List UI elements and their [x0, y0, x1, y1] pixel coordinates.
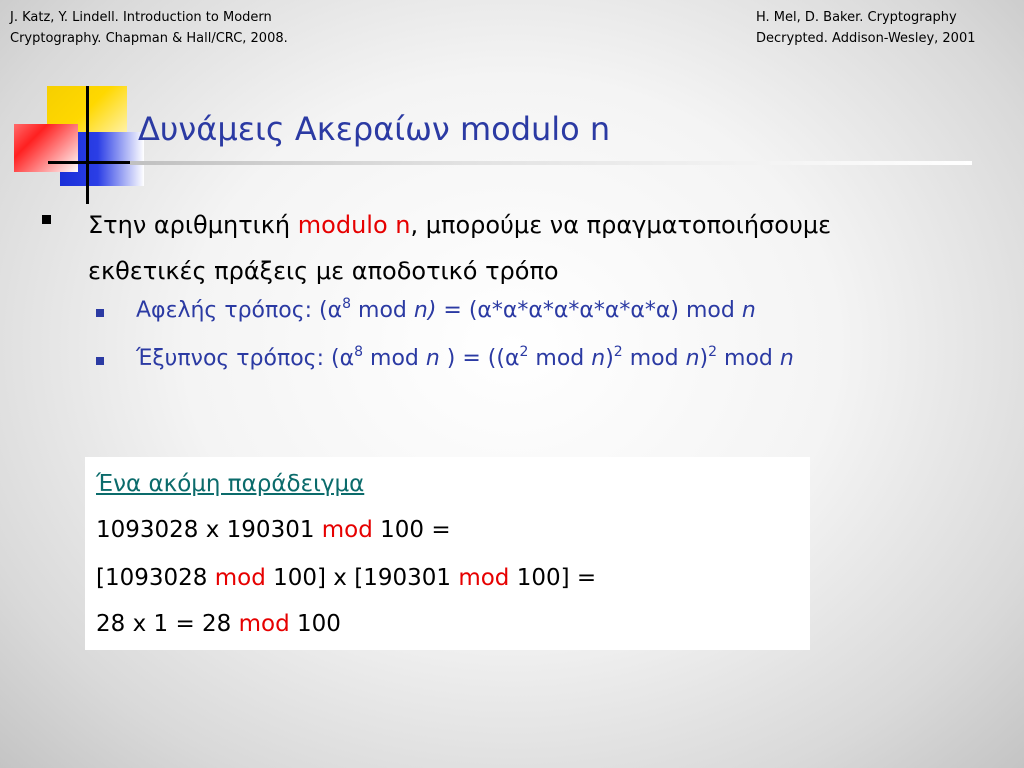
mod-keyword: mod	[214, 565, 266, 591]
main-bullet-line-2: εκθετικές πράξεις με αποδοτικό τρόπο	[88, 257, 559, 285]
italic-n: n	[685, 346, 700, 371]
bullet-square-icon	[96, 357, 104, 365]
text-run: )	[699, 346, 709, 371]
example-line-2	[96, 565, 596, 591]
bullet-square-icon	[42, 215, 51, 224]
example-line-3	[96, 611, 341, 637]
reference-mel-baker	[756, 7, 975, 49]
reference-line: H. Mel, D. Baker. Cryptography	[756, 10, 957, 25]
sub-bullet-naive-text	[136, 298, 756, 323]
example-box	[85, 457, 810, 650]
text-run: 100	[289, 611, 341, 637]
text-run: Αφελής τρόπος: (α	[136, 298, 343, 323]
text-run: Έξυπνος τρόπος: (α	[136, 346, 355, 371]
italic-n: n	[741, 298, 756, 323]
text-run: mod	[717, 346, 780, 371]
text-run: 1093028 x 190301	[96, 517, 322, 543]
text-run: ) = ((α	[439, 346, 520, 371]
italic-n: n)	[413, 298, 437, 323]
italic-n: n	[591, 346, 606, 371]
reference-line: Decrypted. Addison-Wesley, 2001	[756, 31, 976, 46]
reference-line: J. Katz, Y. Lindell. Introduction to Modern	[10, 10, 272, 25]
main-bullet-line-1	[88, 202, 928, 248]
text-run: [1093028	[96, 565, 215, 591]
mod-keyword: mod	[458, 565, 510, 591]
text-run: mod	[528, 346, 592, 371]
text-run: mod	[622, 346, 686, 371]
exponent: 8	[342, 296, 352, 312]
exponent: 2	[708, 344, 718, 360]
italic-n: n	[779, 346, 794, 371]
mod-keyword: mod	[321, 517, 373, 543]
bullet-square-icon	[96, 309, 104, 317]
text-run: )	[605, 346, 614, 371]
text-run: 100] =	[509, 565, 597, 591]
vertical-rule	[86, 86, 89, 204]
text-run: mod	[363, 346, 426, 371]
text-run: , μπορούμε να πραγματοποιήσουμε	[410, 211, 832, 239]
exponent: 8	[354, 344, 364, 360]
decorative-squares-logo	[0, 0, 160, 210]
example-heading: Ένα ακόμη παράδειγμα	[96, 471, 365, 497]
text-run: = (α*α*α*α*α*α*α*α) mod	[436, 298, 742, 323]
text-run: mod	[351, 298, 414, 323]
exponent: 2	[519, 344, 529, 360]
highlight-modulo-n: modulo n	[297, 211, 411, 239]
mod-keyword: mod	[238, 611, 290, 637]
reference-line: Cryptography. Chapman & Hall/CRC, 2008.	[10, 31, 288, 46]
text-run: 100 =	[372, 517, 451, 543]
red-square	[14, 124, 78, 172]
italic-n: n	[425, 346, 440, 371]
main-bullet-text	[88, 202, 928, 294]
slide-title: Δυνάμεις Ακεραίων modulo n	[138, 110, 611, 148]
sub-bullet-smart-text	[136, 346, 794, 371]
example-line-1	[96, 517, 451, 543]
exponent: 2	[613, 344, 623, 360]
text-run: Στην αριθμητική	[88, 211, 298, 239]
text-run: 100] x [190301	[265, 565, 459, 591]
title-underline	[130, 161, 972, 165]
text-run: 28 x 1 = 28	[96, 611, 239, 637]
